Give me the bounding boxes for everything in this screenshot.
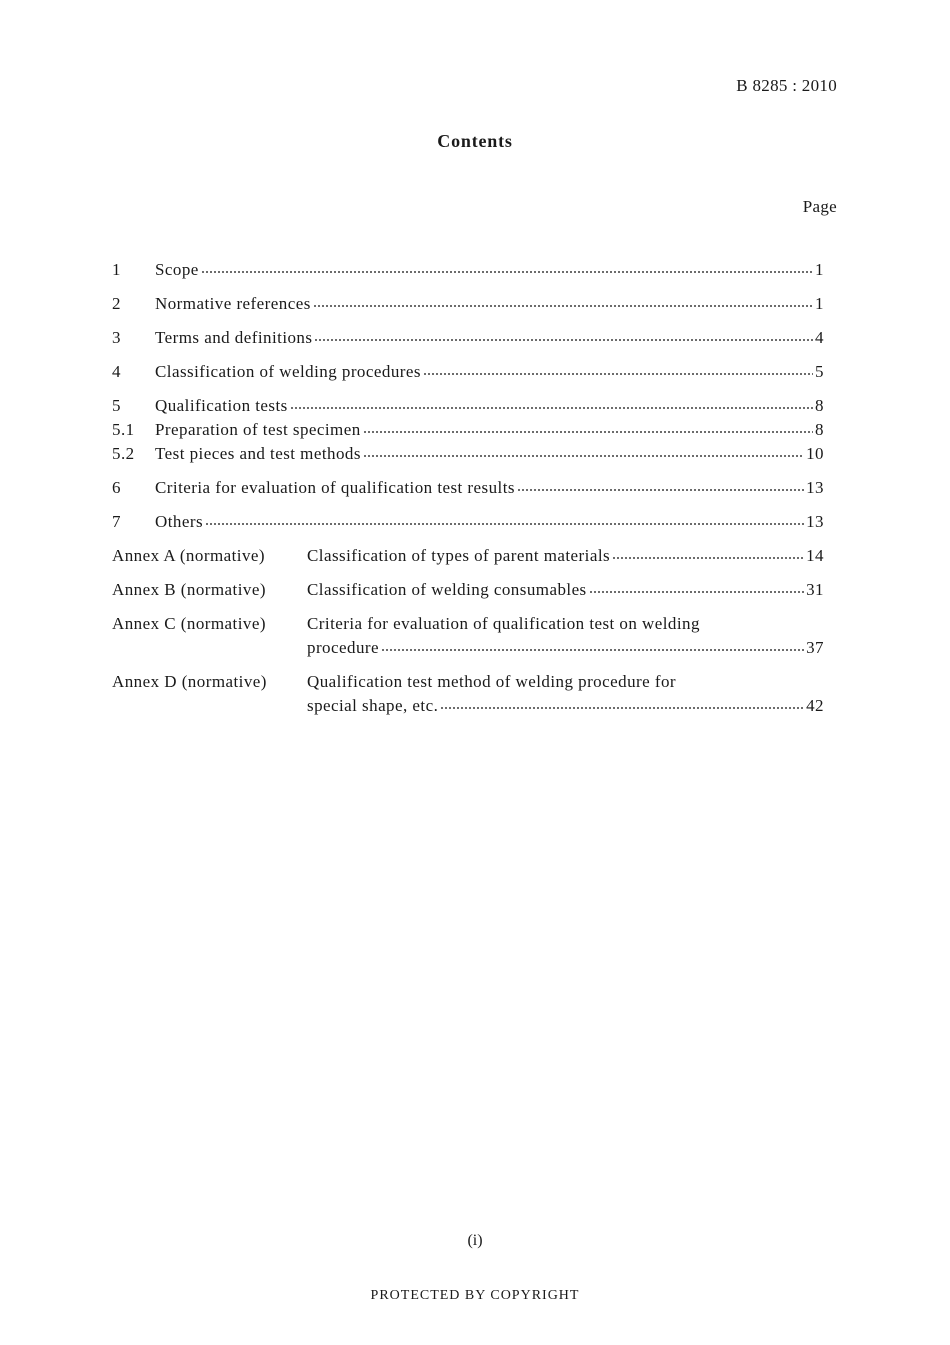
annex-title: Classification of types of parent materials [307, 546, 611, 565]
annex-label: Annex A (normative) [112, 546, 266, 565]
toc-entry-title: Normative references [155, 294, 311, 313]
toc-entry-title: Criteria for evaluation of qualification test results [155, 478, 515, 497]
toc-entry-2[interactable] [112, 292, 824, 316]
dot-leader [423, 372, 813, 377]
toc-entry-page: 13 [806, 478, 824, 497]
page-title: Contents [437, 131, 513, 151]
annex-title-line2: special shape, etc. [307, 696, 439, 715]
dot-leader [205, 522, 804, 527]
standard-number: B 8285 : 2010 [736, 76, 837, 95]
toc-entry-page: 13 [806, 512, 824, 531]
toc-annex-c[interactable] [112, 612, 824, 660]
dot-leader [314, 338, 813, 343]
annex-page: 42 [806, 696, 824, 715]
annex-page: 37 [806, 638, 824, 657]
dot-leader [381, 648, 804, 653]
toc-entry-5[interactable] [112, 394, 824, 418]
toc-entry-4[interactable] [112, 360, 824, 384]
dot-leader [612, 556, 804, 561]
annex-title-line1: Qualification test method of welding procedure for [307, 672, 676, 691]
annex-title-line1: Criteria for evaluation of qualification test on welding [307, 614, 700, 633]
toc-entry-number: 5.2 [112, 444, 135, 463]
toc-entry-number: 5 [112, 396, 121, 415]
toc-entry-number: 2 [112, 294, 121, 313]
toc-entry-title: Test pieces and test methods [155, 444, 361, 463]
footer-page-number: (i) [467, 1232, 483, 1249]
dot-leader [517, 488, 804, 493]
toc-entry-1[interactable] [112, 258, 824, 282]
dot-leader [313, 304, 813, 309]
annex-label: Annex B (normative) [112, 580, 266, 599]
toc-entry-page: 1 [815, 294, 824, 313]
toc-entry-page: 1 [815, 260, 824, 279]
toc-entry-number: 5.1 [112, 420, 135, 439]
page-column-label: Page [802, 197, 837, 216]
annex-title-line2: procedure [307, 638, 380, 657]
toc-annex-d[interactable] [112, 670, 824, 718]
toc-entry-title: Classification of welding procedures [155, 362, 421, 381]
toc-entry-page: 4 [815, 328, 824, 347]
dot-leader [201, 270, 813, 275]
annex-page: 14 [806, 546, 824, 565]
toc-entry-5-1[interactable] [112, 418, 824, 442]
annex-label: Annex D (normative) [112, 672, 267, 691]
dot-leader [440, 706, 804, 711]
toc-entry-page: 8 [815, 420, 824, 439]
annex-page: 31 [806, 580, 824, 599]
toc-entry-6[interactable] [112, 476, 824, 500]
toc-entry-title: Others [155, 512, 204, 531]
toc-entry-title: Preparation of test specimen [155, 420, 361, 439]
toc-annex-a[interactable] [112, 544, 824, 568]
annex-label: Annex C (normative) [112, 614, 266, 633]
dot-leader [589, 590, 804, 595]
toc-entry-title: Scope [155, 260, 199, 279]
annex-title: Classification of welding consumables [307, 580, 587, 599]
toc-entry-title: Qualification tests [155, 396, 288, 415]
toc-entry-number: 1 [112, 260, 121, 279]
toc-entry-title: Terms and definitions [155, 328, 313, 347]
dot-leader [363, 430, 813, 435]
toc-entry-5-2[interactable] [112, 442, 824, 466]
toc-entry-page: 8 [815, 396, 824, 415]
toc-entry-page: 5 [815, 362, 824, 381]
dot-leader [290, 406, 813, 411]
toc-entry-number: 3 [112, 328, 121, 347]
dot-leader [363, 454, 804, 459]
toc-entry-3[interactable] [112, 326, 824, 350]
toc-entry-number: 7 [112, 512, 121, 531]
table-of-contents [112, 258, 824, 718]
toc-annex-b[interactable] [112, 578, 824, 602]
toc-entry-page: 10 [806, 444, 824, 463]
toc-entry-number: 6 [112, 478, 121, 497]
copyright-notice: PROTECTED BY COPYRIGHT [370, 1288, 580, 1303]
toc-entry-7[interactable] [112, 510, 824, 534]
toc-entry-number: 4 [112, 362, 121, 381]
